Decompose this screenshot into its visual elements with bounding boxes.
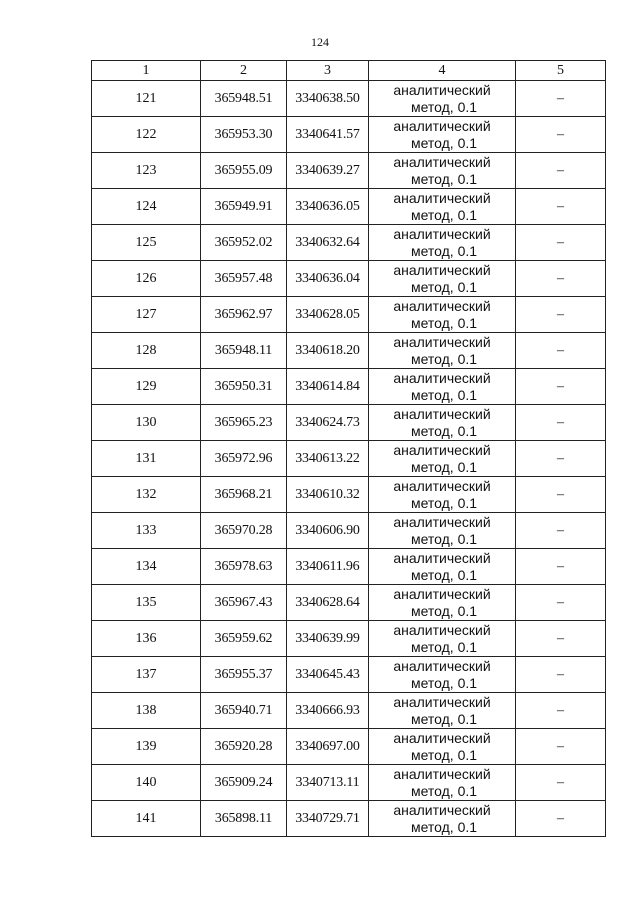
x-coordinate-cell: 365949.91	[201, 189, 287, 225]
table-row	[92, 765, 606, 801]
method-line-1: аналитический	[393, 225, 491, 242]
method-line-1: аналитический	[393, 441, 491, 458]
note-cell: –	[516, 153, 606, 189]
table-row	[92, 621, 606, 657]
method-line-1: аналитический	[393, 801, 491, 818]
note-cell: –	[516, 513, 606, 549]
point-number-cell: 125	[92, 225, 201, 261]
y-coordinate-cell: 3340613.22	[287, 441, 369, 477]
method-cell	[369, 513, 516, 549]
note-cell: –	[516, 297, 606, 333]
x-coordinate-cell: 365967.43	[201, 585, 287, 621]
method-line-2: метод, 0.1	[410, 818, 478, 835]
method-cell	[369, 441, 516, 477]
table-row	[92, 405, 606, 441]
point-number-cell: 131	[92, 441, 201, 477]
x-coordinate-cell: 365898.11	[201, 801, 287, 837]
point-number-cell: 139	[92, 729, 201, 765]
point-number-cell: 140	[92, 765, 201, 801]
x-coordinate-cell: 365970.28	[201, 513, 287, 549]
x-coordinate-cell: 365953.30	[201, 117, 287, 153]
method-line-1: аналитический	[393, 369, 491, 386]
column-header-2: 2	[201, 61, 287, 81]
method-cell	[369, 153, 516, 189]
method-cell	[369, 729, 516, 765]
coordinates-table	[91, 60, 606, 837]
note-cell: –	[516, 225, 606, 261]
method-line-1: аналитический	[393, 405, 491, 422]
x-coordinate-cell: 365978.63	[201, 549, 287, 585]
page-number: 124	[311, 35, 329, 49]
table-row	[92, 189, 606, 225]
y-coordinate-cell: 3340610.32	[287, 477, 369, 513]
method-cell	[369, 117, 516, 153]
method-line-2: метод, 0.1	[410, 278, 478, 295]
point-number-cell: 138	[92, 693, 201, 729]
note-cell: –	[516, 585, 606, 621]
point-number-cell: 129	[92, 369, 201, 405]
table-row	[92, 81, 606, 117]
y-coordinate-cell: 3340636.05	[287, 189, 369, 225]
x-coordinate-cell: 365955.09	[201, 153, 287, 189]
table-row	[92, 225, 606, 261]
note-cell: –	[516, 441, 606, 477]
method-cell	[369, 261, 516, 297]
point-number-cell: 122	[92, 117, 201, 153]
x-coordinate-cell: 365952.02	[201, 225, 287, 261]
method-cell	[369, 81, 516, 117]
point-number-cell: 136	[92, 621, 201, 657]
method-line-2: метод, 0.1	[410, 206, 478, 223]
point-number-cell: 121	[92, 81, 201, 117]
table-row	[92, 153, 606, 189]
method-line-2: метод, 0.1	[410, 350, 478, 367]
x-coordinate-cell: 365959.62	[201, 621, 287, 657]
method-line-2: метод, 0.1	[410, 170, 478, 187]
note-cell: –	[516, 369, 606, 405]
method-line-1: аналитический	[393, 261, 491, 278]
point-number-cell: 126	[92, 261, 201, 297]
method-cell	[369, 477, 516, 513]
table-body	[92, 81, 606, 837]
y-coordinate-cell: 3340628.64	[287, 585, 369, 621]
method-cell	[369, 765, 516, 801]
note-cell: –	[516, 117, 606, 153]
point-number-cell: 137	[92, 657, 201, 693]
point-number-cell: 130	[92, 405, 201, 441]
method-line-2: метод, 0.1	[410, 782, 478, 799]
y-coordinate-cell: 3340645.43	[287, 657, 369, 693]
note-cell: –	[516, 693, 606, 729]
note-cell: –	[516, 477, 606, 513]
method-line-2: метод, 0.1	[410, 746, 478, 763]
method-line-1: аналитический	[393, 549, 491, 566]
y-coordinate-cell: 3340697.00	[287, 729, 369, 765]
method-cell	[369, 405, 516, 441]
method-line-1: аналитический	[393, 81, 491, 98]
y-coordinate-cell: 3340641.57	[287, 117, 369, 153]
method-line-2: метод, 0.1	[410, 98, 478, 115]
x-coordinate-cell: 365962.97	[201, 297, 287, 333]
x-coordinate-cell: 365950.31	[201, 369, 287, 405]
y-coordinate-cell: 3340614.84	[287, 369, 369, 405]
method-line-2: метод, 0.1	[410, 566, 478, 583]
y-coordinate-cell: 3340606.90	[287, 513, 369, 549]
method-line-2: метод, 0.1	[410, 674, 478, 691]
note-cell: –	[516, 333, 606, 369]
method-cell	[369, 801, 516, 837]
point-number-cell: 133	[92, 513, 201, 549]
method-line-1: аналитический	[393, 189, 491, 206]
method-line-1: аналитический	[393, 657, 491, 674]
point-number-cell: 124	[92, 189, 201, 225]
note-cell: –	[516, 621, 606, 657]
method-cell	[369, 297, 516, 333]
method-line-1: аналитический	[393, 729, 491, 746]
method-cell	[369, 549, 516, 585]
point-number-cell: 128	[92, 333, 201, 369]
note-cell: –	[516, 765, 606, 801]
note-cell: –	[516, 729, 606, 765]
method-line-1: аналитический	[393, 297, 491, 314]
y-coordinate-cell: 3340624.73	[287, 405, 369, 441]
column-header-4: 4	[369, 61, 516, 81]
method-cell	[369, 621, 516, 657]
y-coordinate-cell: 3340638.50	[287, 81, 369, 117]
point-number-cell: 132	[92, 477, 201, 513]
table-row	[92, 261, 606, 297]
method-line-1: аналитический	[393, 585, 491, 602]
method-line-2: метод, 0.1	[410, 422, 478, 439]
x-coordinate-cell: 365948.51	[201, 81, 287, 117]
method-line-1: аналитический	[393, 693, 491, 710]
point-number-cell: 134	[92, 549, 201, 585]
table-row	[92, 441, 606, 477]
note-cell: –	[516, 657, 606, 693]
method-line-1: аналитический	[393, 621, 491, 638]
table-row	[92, 801, 606, 837]
table-row	[92, 369, 606, 405]
method-line-1: аналитический	[393, 117, 491, 134]
point-number-cell: 127	[92, 297, 201, 333]
method-line-1: аналитический	[393, 765, 491, 782]
method-line-1: аналитический	[393, 477, 491, 494]
x-coordinate-cell: 365968.21	[201, 477, 287, 513]
method-cell	[369, 333, 516, 369]
x-coordinate-cell: 365965.23	[201, 405, 287, 441]
x-coordinate-cell: 365948.11	[201, 333, 287, 369]
method-line-2: метод, 0.1	[410, 710, 478, 727]
method-line-2: метод, 0.1	[410, 386, 478, 403]
y-coordinate-cell: 3340636.04	[287, 261, 369, 297]
x-coordinate-cell: 365920.28	[201, 729, 287, 765]
note-cell: –	[516, 261, 606, 297]
table-row	[92, 657, 606, 693]
method-line-1: аналитический	[393, 153, 491, 170]
method-cell	[369, 225, 516, 261]
column-header-1: 1	[92, 61, 201, 81]
method-line-2: метод, 0.1	[410, 494, 478, 511]
method-line-2: метод, 0.1	[410, 602, 478, 619]
note-cell: –	[516, 801, 606, 837]
note-cell: –	[516, 549, 606, 585]
table-row	[92, 297, 606, 333]
method-cell	[369, 657, 516, 693]
x-coordinate-cell: 365972.96	[201, 441, 287, 477]
y-coordinate-cell: 3340666.93	[287, 693, 369, 729]
table-row	[92, 585, 606, 621]
method-cell	[369, 189, 516, 225]
point-number-cell: 123	[92, 153, 201, 189]
table-header-row	[92, 61, 606, 81]
table-row	[92, 333, 606, 369]
method-line-2: метод, 0.1	[410, 314, 478, 331]
method-line-2: метод, 0.1	[410, 458, 478, 475]
y-coordinate-cell: 3340628.05	[287, 297, 369, 333]
y-coordinate-cell: 3340618.20	[287, 333, 369, 369]
x-coordinate-cell: 365955.37	[201, 657, 287, 693]
y-coordinate-cell: 3340729.71	[287, 801, 369, 837]
method-line-2: метод, 0.1	[410, 242, 478, 259]
table-row	[92, 477, 606, 513]
y-coordinate-cell: 3340639.99	[287, 621, 369, 657]
y-coordinate-cell: 3340611.96	[287, 549, 369, 585]
table-row	[92, 513, 606, 549]
method-line-2: метод, 0.1	[410, 638, 478, 655]
x-coordinate-cell: 365957.48	[201, 261, 287, 297]
y-coordinate-cell: 3340713.11	[287, 765, 369, 801]
x-coordinate-cell: 365909.24	[201, 765, 287, 801]
table-row	[92, 729, 606, 765]
method-line-1: аналитический	[393, 333, 491, 350]
table-row	[92, 549, 606, 585]
method-line-2: метод, 0.1	[410, 530, 478, 547]
table-row	[92, 117, 606, 153]
method-cell	[369, 693, 516, 729]
note-cell: –	[516, 81, 606, 117]
note-cell: –	[516, 189, 606, 225]
table-row	[92, 693, 606, 729]
x-coordinate-cell: 365940.71	[201, 693, 287, 729]
note-cell: –	[516, 405, 606, 441]
point-number-cell: 141	[92, 801, 201, 837]
method-cell	[369, 369, 516, 405]
y-coordinate-cell: 3340639.27	[287, 153, 369, 189]
point-number-cell: 135	[92, 585, 201, 621]
method-line-2: метод, 0.1	[410, 134, 478, 151]
column-header-5: 5	[516, 61, 606, 81]
method-line-1: аналитический	[393, 513, 491, 530]
y-coordinate-cell: 3340632.64	[287, 225, 369, 261]
method-cell	[369, 585, 516, 621]
column-header-3: 3	[287, 61, 369, 81]
